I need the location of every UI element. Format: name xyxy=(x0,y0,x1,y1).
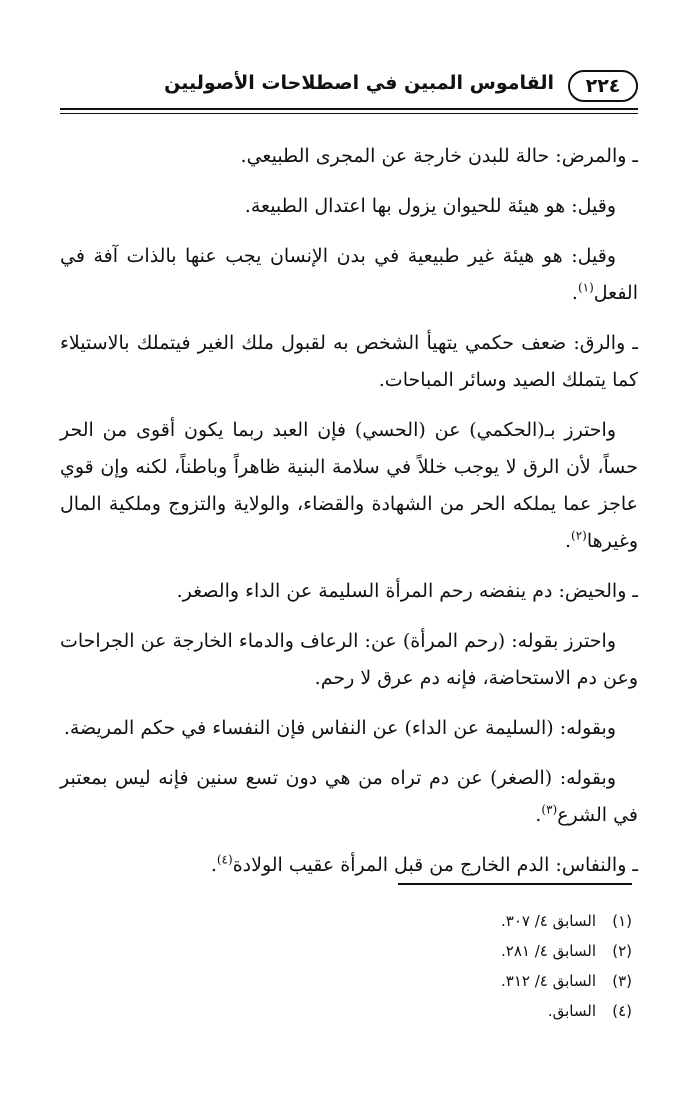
paragraph-text: واحترز بـ(الحكمي) عن (الحسي) فإن العبد ربما يكون أقوى من الحر حساً، لأن الرق لا يوجب خللاً في سلامة البنية ظاهراً وباطناً، لكنه وإن قوي عاجز عما يملكه الحر من الشهادة والقضاء، والولاية والتزوج وملكية المال وغيرها xyxy=(60,419,638,552)
paragraph-sighar xyxy=(60,760,638,834)
paragraph-text: ـ والرق: ضعف حكمي يتهيأ الشخص به لقبول ملك الغير فيتملك بالاستيلاء كما يتملك الصيد وسائر المباحات. xyxy=(60,332,638,391)
footnote-number: (٤) xyxy=(612,1002,632,1020)
paragraph-ihtaraza-hukmi xyxy=(60,412,638,560)
paragraph-text: وقيل: هو هيئة للحيوان يزول بها اعتدال الطبيعة. xyxy=(244,195,616,217)
paragraph-qil-1 xyxy=(60,188,638,225)
footnote-ref: (٣) xyxy=(541,802,558,817)
paragraph-text: وبقوله: (السليمة عن الداء) عن النفاس فإن النفساء في حكم المريضة. xyxy=(63,717,616,739)
header-rule-thick xyxy=(60,108,638,110)
main-text xyxy=(60,138,638,897)
paragraph-tail: . xyxy=(535,804,542,826)
paragraph-hayd xyxy=(60,573,638,610)
footnote-ref: (٤) xyxy=(216,852,233,867)
paragraph-nifas xyxy=(60,847,638,884)
footnote-text: السابق ٤/ ٣٠٧. xyxy=(501,912,596,930)
footnote-separator xyxy=(398,883,632,885)
paragraph-ihtaraza-rahim xyxy=(60,623,638,697)
footnote-number: (٢) xyxy=(612,942,632,960)
page-header xyxy=(60,62,638,110)
paragraph-text: ـ والنفاس: الدم الخارج من قبل المرأة عقيب الولادة xyxy=(232,854,638,876)
paragraph-text: وقيل: هو هيئة غير طبيعية في بدن الإنسان يجب عنها بالذات آفة في الفعل xyxy=(60,245,638,304)
paragraph-qil-2 xyxy=(60,238,638,312)
footnote-text: السابق. xyxy=(547,1002,596,1020)
footnote-ref: (٢) xyxy=(571,528,587,543)
page-number-badge: ٢٢٤ xyxy=(568,70,638,102)
header-rule-thin xyxy=(60,113,638,114)
paragraph-tail: . xyxy=(210,854,217,876)
footnote-number: (١) xyxy=(612,912,632,930)
footnote-text: السابق ٤/ ٢٨١. xyxy=(501,942,596,960)
running-title: القاموس المبين في اصطلاحات الأصوليين xyxy=(164,72,554,94)
footnote-item xyxy=(232,966,632,996)
paragraph-text: ـ والمرض: حالة للبدن خارجة عن المجرى الطبيعي. xyxy=(240,145,638,167)
footnote-item xyxy=(232,906,632,936)
paragraph-salima xyxy=(60,710,638,747)
footnotes xyxy=(232,906,632,1026)
footnote-item xyxy=(232,936,632,966)
paragraph-riq xyxy=(60,325,638,399)
footnote-ref: (١) xyxy=(577,280,594,295)
paragraph-marad xyxy=(60,138,638,175)
paragraph-tail: . xyxy=(564,530,572,552)
footnote-item xyxy=(232,996,632,1026)
paragraph-text: واحترز بقوله: (رحم المرأة) عن: الرعاف والدماء الخارجة عن الجراحات وعن دم الاستحاضة، فإنه دم عرق لا رحم. xyxy=(60,630,638,689)
paragraph-text: ـ والحيض: دم ينفضه رحم المرأة السليمة عن الداء والصغر. xyxy=(176,580,638,602)
footnote-text: السابق ٤/ ٣١٢. xyxy=(501,972,596,990)
footnote-number: (٣) xyxy=(612,972,632,990)
paragraph-text: وبقوله: (الصغر) عن دم تراه من هي دون تسع سنين فإنه ليس بمعتبر في الشرع xyxy=(60,767,638,826)
paragraph-tail: . xyxy=(571,282,578,304)
